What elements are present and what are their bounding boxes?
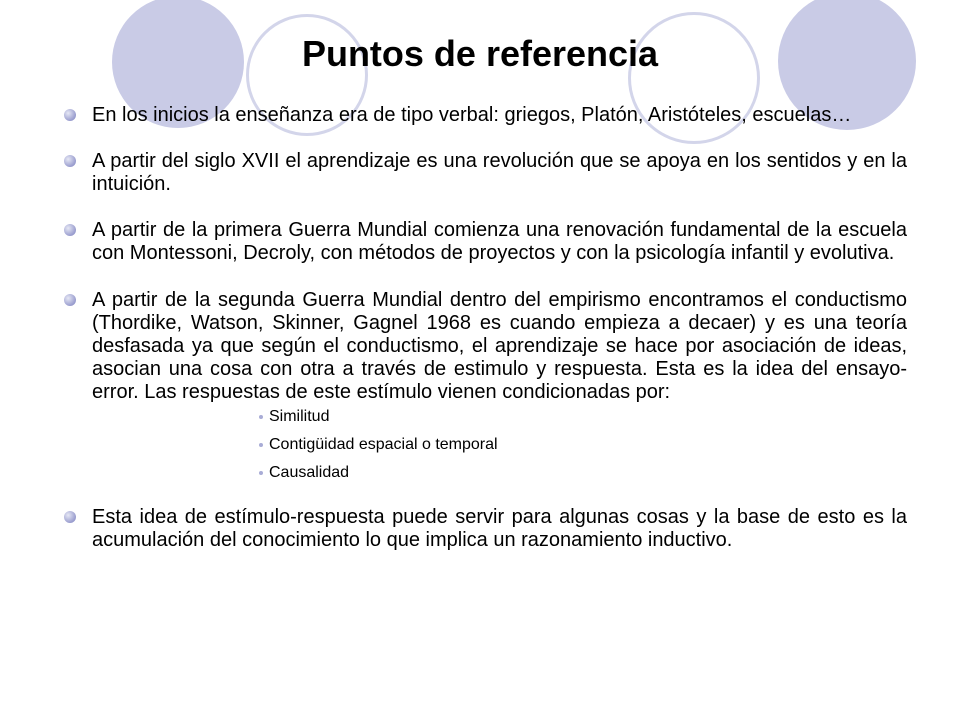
bullet-text: A partir de la primera Guerra Mundial comienza una renovación fundamental de la escuela con Montessoni, Decroly, con métodos de proyectos y con la psicología infantil y evolutiva. [92,219,907,264]
bullet-text: Esta idea de estímulo-respuesta puede servir para algunas cosas y la base de esto es la acumulación del conocimiento lo que implica un razonamiento inductivo. [92,506,907,551]
sub-bullet-item [259,408,907,426]
slide-title: Puntos de referencia [301,33,659,74]
sub-bullet-list [60,408,907,482]
bullet-item [60,104,907,127]
bullet-item [60,219,907,265]
sub-bullet-text: Similitud [269,408,330,425]
bullet-text: A partir de la segunda Guerra Mundial dentro del empirismo encontramos el conductismo (Thordike, Watson, Skinner, Gagnel 1968 es cuando empieza a decaer) y es una teoría desfasada ya que según el conductismo, el aprendizaje se hace por asociación de ideas, asocian una cosa con otra a través de estimulo y respuesta. Esta es la idea del ensayo-error. Las respuestas de este estímulo vienen condicionadas por: [92,289,907,403]
sub-bullet-text: Causalidad [269,464,350,481]
bullet-item [60,506,907,552]
bullet-item [60,150,907,196]
bullet-icon [64,224,76,236]
sub-bullet-icon [259,471,263,475]
sub-bullet-icon [259,443,263,447]
sub-bullet-icon [259,415,263,419]
bullet-icon [64,155,76,167]
sub-bullet-item [259,436,907,454]
sub-bullet-text: Contigüidad espacial o temporal [269,436,498,453]
bullet-icon [64,511,76,523]
bullet-icon [64,294,76,306]
bullet-item [60,289,907,404]
bullet-text: En los inicios la enseñanza era de tipo verbal: griegos, Platón, Aristóteles, escuelas… [92,104,852,126]
bullet-icon [64,109,76,121]
bullet-text: A partir del siglo XVII el aprendizaje es una revolución que se apoya en los sentidos y en la intuición. [92,150,907,195]
bullet-list [60,104,907,552]
sub-bullet-item [259,464,907,482]
